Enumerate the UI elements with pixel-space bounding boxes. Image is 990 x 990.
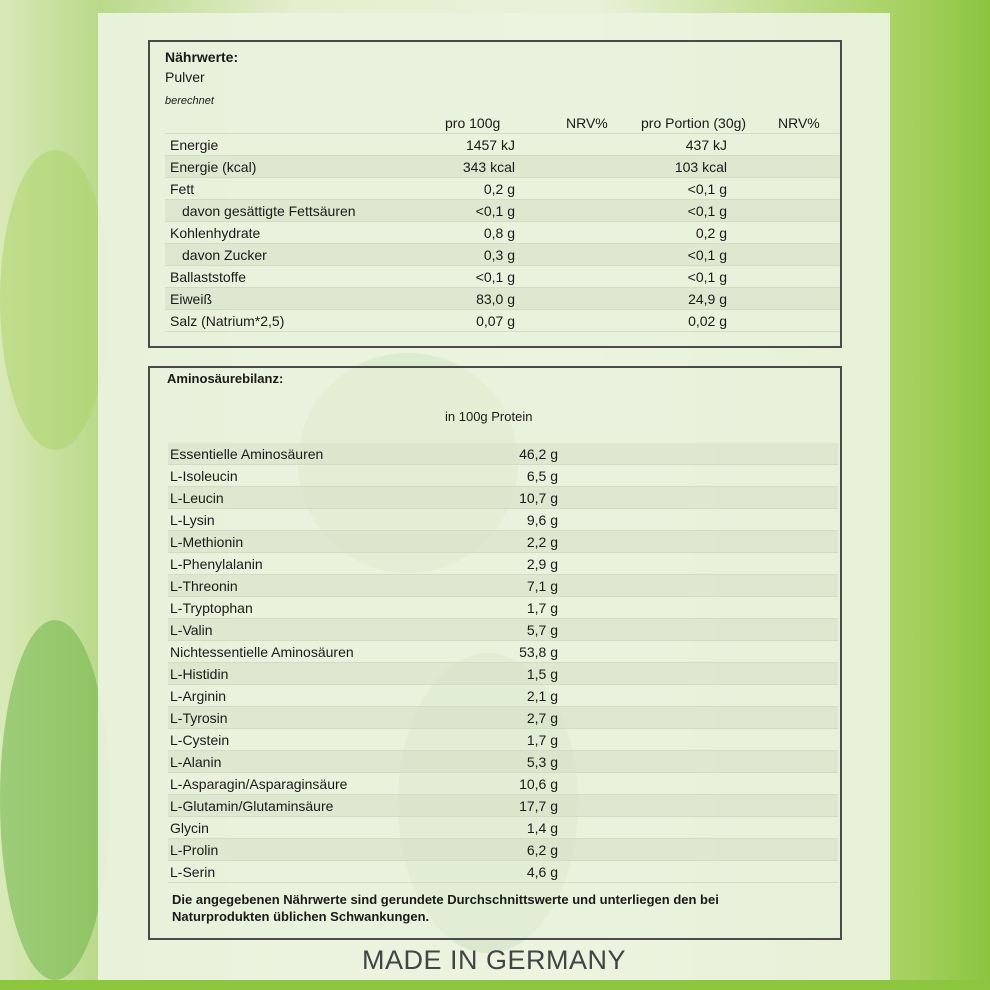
nutrient-label: Kohlenhydrate <box>170 225 261 241</box>
header-per100: pro 100g <box>445 115 501 131</box>
portion-value: 24,9 g <box>688 291 727 307</box>
amino-label: Glycin <box>170 820 209 836</box>
per100-value: <0,1 g <box>475 269 515 285</box>
nutrition-note: berechnet <box>165 95 214 107</box>
nutrient-label: davon Zucker <box>182 247 267 263</box>
amino-value: 1,4 g <box>526 820 558 836</box>
per100-value: 1457 kJ <box>465 137 515 153</box>
amino-row <box>168 509 838 531</box>
portion-value: 103 kcal <box>674 159 727 175</box>
portion-value: 0,02 g <box>688 313 727 329</box>
disclaimer-line-2: Naturprodukten üblichen Schwankungen. <box>172 909 430 924</box>
amino-value: 10,6 g <box>519 776 558 792</box>
amino-value: 9,6 g <box>526 512 558 528</box>
amino-value: 2,2 g <box>526 534 558 550</box>
amino-value: 7,1 g <box>526 578 558 594</box>
per100-value: 0,3 g <box>483 247 515 263</box>
portion-value: 0,2 g <box>695 225 727 241</box>
amino-row <box>168 619 838 641</box>
portion-value: 437 kJ <box>685 137 727 153</box>
amino-value: 2,9 g <box>526 556 558 572</box>
amino-row <box>168 795 838 817</box>
amino-label: L-Valin <box>170 622 213 638</box>
amino-value: 53,8 g <box>519 644 558 660</box>
nutrition-header-row <box>165 112 840 134</box>
amino-row <box>168 729 838 751</box>
amino-label: Essentielle Aminosäuren <box>170 446 324 462</box>
portion-value: <0,1 g <box>687 269 727 285</box>
amino-value: 1,7 g <box>526 732 558 748</box>
amino-value: 2,1 g <box>526 688 558 704</box>
amino-column-header: in 100g Protein <box>445 409 533 424</box>
amino-label: L-Leucin <box>170 490 224 506</box>
amino-row <box>168 531 838 553</box>
amino-row <box>168 817 838 839</box>
disclaimer-line-1: Die angegebenen Nährwerte sind gerundete Durchschnittswerte und unterliegen den bei <box>172 892 719 907</box>
amino-value: 5,7 g <box>526 622 558 638</box>
amino-row <box>168 553 838 575</box>
amino-value: 46,2 g <box>519 446 558 462</box>
per100-value: <0,1 g <box>475 203 515 219</box>
amino-value: 6,2 g <box>526 842 558 858</box>
amino-label: L-Prolin <box>170 842 219 858</box>
header-portion: pro Portion (30g) <box>641 115 747 131</box>
nutrient-label: Energie (kcal) <box>170 159 257 175</box>
amino-label: L-Tyrosin <box>170 710 228 726</box>
nutrient-label: Eiweiß <box>170 291 213 307</box>
amino-row <box>168 443 838 465</box>
amino-label: L-Methionin <box>170 534 244 550</box>
amino-row <box>168 663 838 685</box>
amino-label: L-Glutamin/Glutaminsäure <box>170 798 334 814</box>
amino-row <box>168 861 838 883</box>
per100-value: 343 kcal <box>462 159 515 175</box>
nutrition-row <box>165 156 840 178</box>
decorative-leaf-bottom-left <box>0 620 110 980</box>
nutrition-subtitle: Pulver <box>165 69 205 85</box>
amino-row <box>168 641 838 663</box>
nutrition-row <box>165 310 840 332</box>
amino-label: L-Phenylalanin <box>170 556 263 572</box>
portion-value: <0,1 g <box>687 203 727 219</box>
nutrient-label: Salz (Natrium*2,5) <box>170 313 285 329</box>
nutrition-row <box>165 266 840 288</box>
nutrient-label: davon gesättigte Fettsäuren <box>182 203 356 219</box>
nutrition-row <box>165 134 840 156</box>
nutrient-label: Energie <box>170 137 219 153</box>
per100-value: 0,07 g <box>476 313 515 329</box>
per100-value: 0,8 g <box>483 225 515 241</box>
amino-label: L-Arginin <box>170 688 227 704</box>
amino-label: L-Histidin <box>170 666 229 682</box>
per100-value: 0,2 g <box>483 181 515 197</box>
amino-value: 1,7 g <box>526 600 558 616</box>
amino-row <box>168 751 838 773</box>
amino-label: L-Threonin <box>170 578 238 594</box>
portion-value: <0,1 g <box>687 247 727 263</box>
amino-label: L-Alanin <box>170 754 222 770</box>
amino-value: 10,7 g <box>519 490 558 506</box>
amino-row <box>168 575 838 597</box>
nutrition-row <box>165 178 840 200</box>
nutrition-row <box>165 200 840 222</box>
per100-value: 83,0 g <box>476 291 515 307</box>
nutrition-title: Nährwerte: <box>165 49 239 65</box>
amino-label: L-Tryptophan <box>170 600 253 616</box>
amino-row <box>168 685 838 707</box>
nutrition-row <box>165 222 840 244</box>
bottom-green-band <box>0 980 990 990</box>
amino-row <box>168 465 838 487</box>
amino-label: L-Isoleucin <box>170 468 238 484</box>
amino-value: 1,5 g <box>526 666 558 682</box>
amino-value: 5,3 g <box>526 754 558 770</box>
amino-row <box>168 597 838 619</box>
nutrient-label: Ballaststoffe <box>170 269 247 285</box>
amino-value: 4,6 g <box>526 864 558 880</box>
amino-label: L-Cystein <box>170 732 230 748</box>
nutrition-row <box>165 244 840 266</box>
made-in-germany: MADE IN GERMANY <box>361 945 627 975</box>
amino-value: 17,7 g <box>519 798 558 814</box>
amino-row <box>168 839 838 861</box>
amino-value: 2,7 g <box>526 710 558 726</box>
amino-title: Aminosäurebilanz: <box>167 371 284 386</box>
amino-row <box>168 487 838 509</box>
decorative-lime-left <box>0 150 110 450</box>
nutrient-label: Fett <box>170 181 195 197</box>
amino-row <box>168 773 838 795</box>
header-nrv-2: NRV% <box>778 115 820 131</box>
header-nrv-1: NRV% <box>566 115 608 131</box>
amino-value: 6,5 g <box>526 468 558 484</box>
amino-label: Nichtessentielle Aminosäuren <box>170 644 354 660</box>
amino-row <box>168 707 838 729</box>
portion-value: <0,1 g <box>687 181 727 197</box>
nutrition-row <box>165 288 840 310</box>
amino-label: L-Serin <box>170 864 216 880</box>
amino-label: L-Asparagin/Asparaginsäure <box>170 776 348 792</box>
amino-label: L-Lysin <box>170 512 215 528</box>
